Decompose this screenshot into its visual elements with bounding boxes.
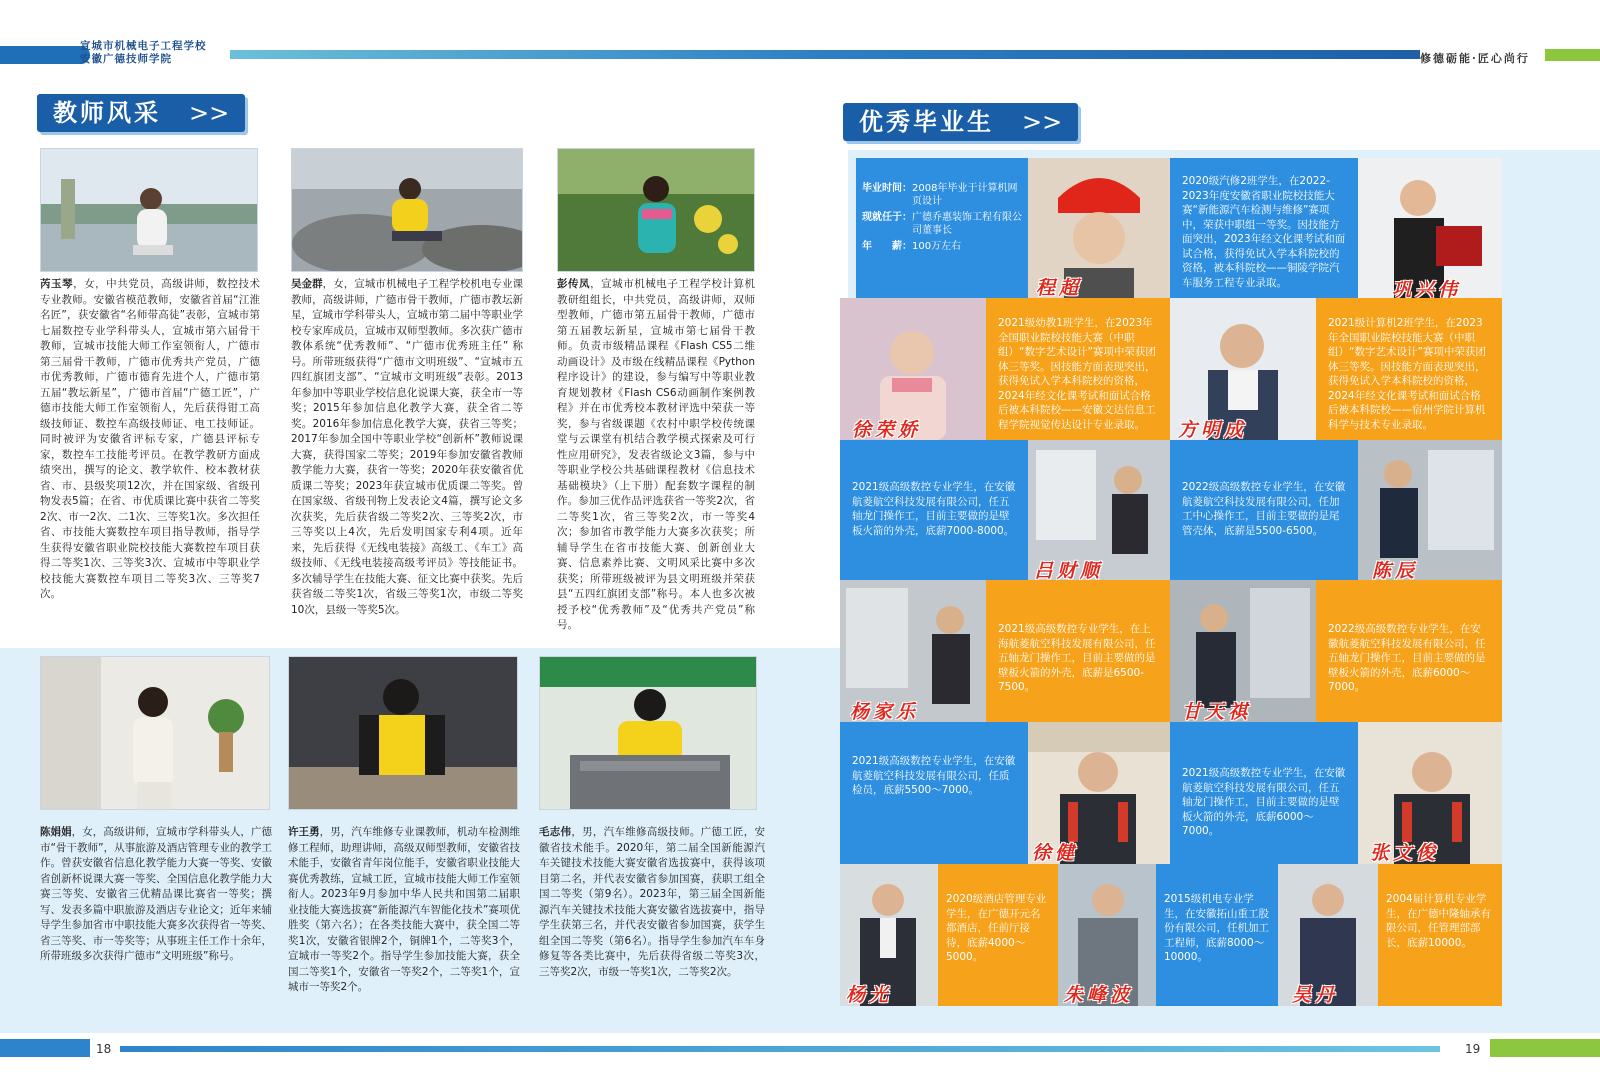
section-title-teachers-text: 教师风采: [53, 99, 161, 127]
teacher-bio-6: [539, 825, 765, 980]
graduate-photo: [1028, 440, 1170, 580]
graduate-desc-cell: [1170, 440, 1358, 580]
graduate-desc-cell: [840, 722, 1028, 864]
graduate-photo: [1028, 158, 1170, 298]
graduate-desc: 2021级高级数控专业学生，在安徽航菱航空科技发展有限公司，任质检员，底薪5500～7000。: [852, 755, 1016, 796]
graduate-name: 朱峰波: [1064, 984, 1134, 1006]
graduate-desc-cell: [986, 298, 1170, 440]
graduate-desc: 2015级机电专业学生，在安徽拓山重工股份有限公司，任机加工工程师，底薪8000～10000。: [1164, 893, 1269, 963]
office-photo: [41, 657, 269, 809]
graduate-desc: 2021级高级数控专业学生，在安徽航菱航空科技发展有限公司，任五轴龙门操作工，目前主要做的是壁板火箭的外壳，底薪6000～7000。: [1182, 767, 1346, 837]
graduate-desc: 2021级高级数控专业学生，在安徽航菱航空科技发展有限公司，任五轴龙门操作工，目前主要做的是壁板火箭的外壳，底薪7000-8000。: [852, 481, 1016, 537]
featured-label: 现就任于：: [862, 212, 912, 223]
graduate-desc: 2022级高级数控专业学生，在安徽航菱航空科技发展有限公司，任加工中心操作工，目前主要做的是尾管壳体，底薪是5500-6500。: [1182, 481, 1346, 537]
graduate-desc: 2021级幼教1班学生，在2023年全国职业院校技能大赛（中职组）“数字艺术设计”赛项中荣获团体三等奖。因技能方面表现突出，获得免试入学本科院校的资格，2024年经文化课考试和面试合格后被本科院校——安徽文达信息工程学院视觉传达设计专业录取。: [998, 317, 1156, 431]
header-right-tab: [1545, 49, 1600, 61]
graduate-name: 吕财顺: [1034, 560, 1104, 580]
workshop-photo: [289, 657, 517, 809]
teacher-name: 吴金群: [291, 278, 323, 290]
teacher-photo-3: [557, 148, 755, 272]
teacher-bio-5: [288, 825, 520, 996]
engine-photo: [540, 657, 756, 809]
teacher-name: 芮玉琴: [40, 278, 74, 290]
graduate-name: 程超: [1036, 277, 1083, 298]
footer-left-tab: [0, 1039, 90, 1057]
graduate-desc: 2021级计算机2班学生，在2023年全国职业院校技能大赛（中职组）“数字艺术设计”赛项中荣获团体三等奖。因技能方面表现突出，获得免试入学本科院校的资格，2024年经文化课考试和面试合格后被本科院校——宿州学院计算机科学与技术专业录取。: [1328, 317, 1486, 431]
arrow-icon: >>: [189, 99, 230, 127]
page-number-right: 19: [1465, 1042, 1481, 1056]
graduate-desc-cell: [1378, 864, 1502, 1006]
featured-row: [862, 211, 1022, 237]
teacher-bio-text: ，宣城市机械电子工程学校计算机教研组组长，中共党员，高级讲师，双师型教师，广德市第五届骨干教师，广德市第五届教坛新星，宣城市第七届骨干教师。负责市级精品课程《Flash CS5二维动画设计》及市级在线精品课程《Python 程序设计》的建设，参与编写中等职业教育规划教材《Flash CS6动画制作案例教程》并在市优秀校本教材评选中荣获一等奖，参与省级课题《农村中职学校传统课堂与云课堂有机结合教学模式探索及可行性应用研究》，发表省级论文3篇，参与中等职业学校公共基础课程教材《信息技术 基础模块》（上下册）配套数字课程的制作。参加三优作品评选获省一等奖2次，省二等奖1次，省三等奖2次，市一等奖4次；参加省市教学能力大赛多次获奖；所辅导学生在省市技能大赛、创新创业大赛、信息素养比赛、文明风采比赛中多次获奖；所带班级被评为县文明班级并荣获县“五四红旗团支部”称号。本人也多次被授予校“优秀教师”及“优秀共产党员”称号。: [557, 278, 756, 631]
school-name-line2: 安徽广德技师学院: [80, 53, 172, 65]
graduate-desc-cell: [1170, 158, 1358, 298]
graduate-name: 杨家乐: [850, 701, 920, 722]
graduate-photo: [1170, 580, 1316, 722]
section-title-graduates-text: 优秀毕业生: [859, 108, 994, 136]
teacher-bio-2: [291, 277, 523, 618]
teacher-name: 许王勇: [288, 826, 320, 838]
featured-value: 100万左右: [912, 241, 962, 252]
arrow-icon: >>: [1022, 108, 1063, 136]
garden-photo: [558, 149, 754, 271]
page-number-left: 18: [96, 1042, 112, 1056]
teacher-bio-3: [557, 277, 755, 634]
teacher-bio-text: ，女，宣城市机械电子工程学校机电专业课教师，高级讲师，广德市骨干教师，广德市教坛新星，宣城市学科带头人，宣城市第二届中等职业学校专家库成员，宣城市双师型教师。多次获广德市教体系统“优秀教师”、“广德市优秀班主任” 称号。所带班级获得“广德市文明班级”、“宣城市五四红旗团支部”、“宣城市文明班级”表彰。2013年参加中等职业学校信息化说课大赛，获全市一等奖；2015年参加信息化教学大赛，获全省二等奖。2016年参加信息化教学大赛，获省三等奖；2017年参加全国中等职业学校“创新杯”教师说课大赛，获得国家二等奖；2019年参加安徽省教师教学能力大赛，获省一等奖；2020年获安徽省优质课二等奖；2023年获宣城市优质课二等奖。曾在国家级、省级刊物上发表论文4篇，撰写论文多次获奖，先后获省级二等奖2次、三等奖2次，市三等奖以上4次，先后发明国家专利4项。近年来，先后获得《无线电装接》高级工、《车工》高级技师、《无线电装接高级考评员》等技能证书。多次辅导学生在技能大赛、征文比赛中获奖。先后获省级二等奖1次，省级三等奖1次，市级二等奖10次，县级一等奖5次。: [291, 278, 524, 616]
graduate-desc-cell: [986, 580, 1170, 722]
graduate-name: 张文俊: [1370, 842, 1440, 864]
teacher-photo-2: [291, 148, 523, 272]
graduate-desc: 2020级汽修2班学生，在2022-2023年度安徽省职业院校技能大赛“新能源汽车检测与维修”赛项中，荣获中职组一等奖。因技能方面突出，2023年经文化课考试和面试合格，获得免试入学本科院校的资格，被本科院校——铜陵学院汽车服务工程专业录取。: [1182, 175, 1346, 289]
graduate-name: 吴丹: [1292, 984, 1339, 1006]
motto: 修德砺能·匠心尚行: [1420, 52, 1530, 65]
graduate-photo: [840, 864, 938, 1006]
graduate-desc-cell: [1316, 580, 1502, 722]
featured-label: 年 薪：: [862, 241, 912, 252]
graduate-photo: [840, 580, 986, 722]
rocks-photo: [292, 149, 522, 271]
graduate-photo: [1358, 440, 1502, 580]
graduate-desc: 2022级高级数控专业学生，在安徽航菱航空科技发展有限公司，任五轴龙门操作工，目前主要做的是壁板火箭的外壳，底薪6000～7000。: [1328, 623, 1486, 693]
graduate-desc-cell: [1156, 864, 1278, 1006]
graduate-desc: 2021级高级数控专业学生，在上海航菱航空科技发展有限公司，任五轴龙门操作工，目前主要做的是壁板火箭的外壳，底薪是6500-7500。: [998, 623, 1156, 693]
graduate-photo: [1358, 158, 1502, 298]
teacher-bio-4: [40, 825, 272, 965]
graduate-name: 徐健: [1032, 842, 1079, 864]
graduate-photo: [1170, 298, 1316, 440]
graduate-name: 方明成: [1178, 419, 1248, 440]
featured-row: [862, 240, 1022, 253]
graduate-photo: [840, 298, 986, 440]
teacher-bio-text: ，男，汽车维修高级技师。广德工匠，安徽省技术能手。2020年，第二届全国新能源汽车关键技术技能大赛安徽省选拔赛中，获得该项目第二名，并代表安徽省参加国赛，获职工组全国二等奖（第9名）。2023年，第三届全国新能源汽车关键技术技能大赛安徽省选拔赛中，指导学生获第三名，并代表安徽省参加国赛，获学生组全国二等奖（第6名）。指导学生参加汽车车身修复等各类比赛中，先后获得省级二等奖3次，三等奖2次，市级一等奖1次，二等奖2次。: [539, 826, 766, 978]
school-name: [80, 40, 207, 66]
featured-row: [862, 182, 1022, 208]
teacher-photo-6: [539, 656, 757, 810]
graduate-desc-cell: [938, 864, 1058, 1006]
teacher-name: 彭传凤: [557, 278, 591, 290]
graduate-photo: [1028, 722, 1170, 864]
header-left-tab: [0, 46, 90, 64]
footer-right-tab: [1490, 1039, 1600, 1057]
section-title-graduates: [843, 103, 1078, 141]
footer-bar: [120, 1046, 1440, 1052]
graduate-desc: 2020级酒店管理专业学生，在广德开元名都酒店，任前厅接待，底薪4000～5000。: [946, 893, 1047, 963]
teacher-bio-text: ，女，高级讲师，宣城市学科带头人，广德市“骨干教师”，从事旅游及酒店管理专业的教学工作。曾获安徽省信息化教学能力大赛一等奖、安徽省创新杯说课大赛一等奖、全国信息化教学能力大赛三等奖、安徽省三优精品课比赛省一等奖；撰写、发表多篇中职旅游及酒店专业论文；近年来辅导学生参加省市中职技能大赛多次获得省一等奖、省三等奖、市一等奖等；从事班主任工作十余年，所带班级多次获得广德市“文明班级”称号。: [40, 826, 273, 962]
graduate-name: 陈辰: [1372, 560, 1419, 580]
graduate-desc-cell: [1316, 298, 1502, 440]
graduate-desc-cell: [840, 440, 1028, 580]
graduate-photo: [1058, 864, 1156, 1006]
graduate-name: 甘天祺: [1182, 701, 1252, 722]
lakeside-photo: [41, 149, 257, 271]
header-bar: [230, 50, 1420, 59]
graduate-photo: [1278, 864, 1378, 1006]
graduate-photo: [1358, 722, 1502, 864]
teacher-photo-1: [40, 148, 258, 272]
featured-value: 广德乔惠装饰工程有限公司董事长: [912, 212, 1022, 236]
teacher-bio-1: [40, 277, 260, 603]
graduate-name: 巩兴伟: [1392, 279, 1462, 298]
teacher-name: 毛志伟: [539, 826, 572, 838]
teacher-bio-text: ，男，汽车维修专业课教师，机动车检测维修工程师，助理讲师，高级双师型教师，安徽省技术能手，安徽省青年岗位能手，安徽省职业技能大赛优秀教练，宣城工匠，宣城市技能大师工作室领衔人。2023年9月参加中华人民共和国第二届职业技能大赛选拔赛“新能源汽车智能化技术”赛项优胜奖（第六名）；在各类技能大赛中，获全国二等奖1次，安徽省银牌2个，铜牌1个，二等奖3个，宣城市一等奖2个。指导学生参加技能大赛，获全国二等奖1个，安徽省一等奖2个，二等奖1个，宣城市一等奖2个。: [288, 826, 521, 993]
section-title-teachers: [37, 94, 245, 132]
graduate-name: 杨光: [846, 984, 893, 1006]
teacher-photo-4: [40, 656, 270, 810]
graduate-desc-cell: [1170, 722, 1358, 864]
school-name-line1: 宣城市机械电子工程学校: [80, 40, 207, 52]
featured-value: 2008年毕业于计算机网页设计: [912, 183, 1018, 207]
teacher-photo-5: [288, 656, 518, 810]
featured-info-cell: [856, 158, 1028, 298]
teacher-bio-text: ，女，中共党员，高级讲师，数控技术专业教师。安徽省模范教师，安徽省首届“江淮名匠”，获安徽省“名师带高徒”表彰，宣城市第七届数控专业学科带头人，宣城市第六届骨干教师，宣城市技能大师工作室领衔人，广德市第三届骨干教师，广德市优秀共产党员，广德市优秀教师，广德市德育先进个人，广德市第五届“教坛新星”，广德市首届“广德工匠”，广德市技能大师工作室领衔人，先后获得钳工高级技师证、数控车高级技师证、电工技师证。同时被评为安徽省评标专家，广德县评标专家，数控车工技能考评员。在教学教研方面成绩突出，撰写的论文、教学软件、校本教材获省、市、县级奖项12次，并在国家级、省级刊物发表5篇；在省、市优质课比赛中获省二等奖2次、市一2次、二1次、三等奖1次。多次担任省、市技能大赛数控车项目指导教师，指导学生获得安徽省职业院校技能大赛数控车项目获得二等奖1次、三等奖3次、宣城市中等职业学校技能大赛数控车项目二等奖3次、三等奖7次。: [40, 278, 261, 600]
teacher-name: 陈娟娟: [40, 826, 72, 838]
featured-label: 毕业时间：: [862, 183, 912, 194]
graduate-name: 徐荣娇: [852, 419, 922, 440]
graduate-desc: 2004届计算机专业学生，在广德中隆轴承有限公司，任管理部部长，底薪10000。: [1386, 893, 1491, 949]
